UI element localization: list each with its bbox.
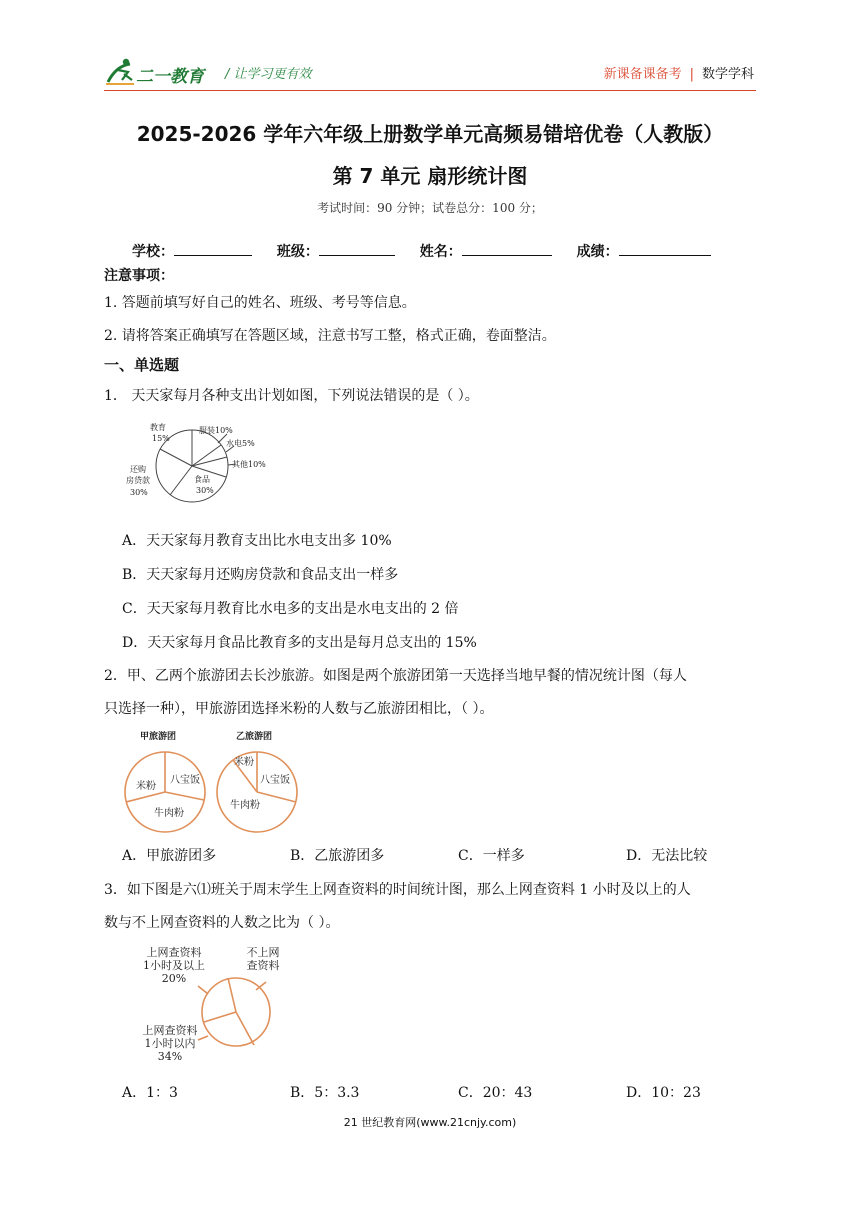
- q3-option-b[interactable]: B．5：3.3: [290, 1085, 360, 1101]
- q2-chart-b-label-rice-noodle: 米粉: [234, 757, 254, 768]
- page-title: 2025-2026 学年六年级上册数学单元高频易错培优卷（人教版）: [136, 122, 724, 146]
- q3-label-over1-2: 1小时及以上: [143, 959, 205, 972]
- header-separator: |: [689, 67, 694, 82]
- q1-label-other: 其他10%: [232, 460, 266, 469]
- q2-chart-b-divider: [257, 792, 296, 802]
- q3-option-c[interactable]: C．20：43: [458, 1085, 533, 1101]
- header-right: [604, 63, 754, 82]
- notice-heading: 注意事项：: [104, 268, 174, 284]
- q2-chart-a-title: 甲旅游团: [140, 732, 177, 742]
- q3-leader-line: [198, 986, 208, 994]
- q3-pie-chart: [132, 942, 292, 1070]
- q3-slice-divider: [236, 1012, 254, 1045]
- header-course-label: 新课备课备考: [603, 67, 682, 82]
- q2-option-b[interactable]: B．乙旅游团多: [290, 848, 385, 864]
- q3-option-a[interactable]: A．1：3: [122, 1085, 178, 1101]
- q2-chart-b-label-beef-noodle: 牛肉粉: [230, 800, 260, 811]
- q2-chart-a-label-beef-noodle: 牛肉粉: [154, 808, 184, 819]
- q2-option-a[interactable]: A．甲旅游团多: [122, 848, 217, 864]
- q3-stem-line1: 3．如下图是六⑴班关于周末学生上网查资料的时间统计图，那么上网查资料 1 小时及以上的人: [104, 882, 691, 898]
- q1-option-b[interactable]: B．天天家每月还购房贷款和食品支出一样多: [122, 567, 399, 583]
- q2-chart-b-title: 乙旅游团: [236, 732, 273, 742]
- q3-label-none-2: 查资料: [246, 959, 280, 972]
- q1-label-food: 食品: [194, 475, 210, 484]
- name-label: 姓名：: [419, 244, 462, 260]
- q3-stem-line2: 数与不上网查资料的人数之比为（ ）。: [104, 915, 340, 931]
- page-subtitle: 第 7 单元 扇形统计图: [332, 164, 528, 188]
- section-title: 一、单选题: [104, 356, 180, 374]
- logo-text: 二一教育: [136, 67, 204, 87]
- score-blank[interactable]: [619, 243, 711, 256]
- q2-chart-b-label-eight-treasure: 八宝饭: [260, 775, 290, 786]
- q3-slice-divider: [204, 1012, 236, 1022]
- q1-label-education: 教育: [150, 423, 166, 432]
- school-label: 学校：: [132, 244, 174, 260]
- q3-label-under1: 上网查资料: [142, 1024, 198, 1037]
- q1-option-d[interactable]: D．天天家每月食品比教育多的支出是每月总支出的 15%: [122, 635, 477, 651]
- q3-option-d[interactable]: D．10：23: [626, 1085, 701, 1101]
- q3-label-under1-2: 1小时以内: [144, 1037, 196, 1050]
- q2-chart-a-label-rice-noodle: 米粉: [136, 781, 156, 792]
- q1-option-a[interactable]: A．天天家每月教育支出比水电支出多 10%: [122, 533, 392, 549]
- q3-slice-divider: [228, 978, 236, 1012]
- q2-option-c[interactable]: C．一样多: [458, 848, 525, 864]
- q1-label-mortgage-2: 房贷款: [126, 476, 150, 485]
- q3-label-over1: 上网查资料: [146, 946, 202, 959]
- q1-option-c[interactable]: C．天天家每月教育比水电多的支出是水电支出的 2 倍: [122, 601, 459, 617]
- exam-meta: 考试时间：90 分钟；试卷总分：100 分；: [317, 201, 543, 215]
- name-blank[interactable]: [462, 243, 552, 256]
- notice-2: 2. 请将答案正确填写在答题区域，注意书写工整，格式正确，卷面整洁。: [104, 328, 556, 344]
- q3-label-over1-pct: 20%: [161, 972, 187, 985]
- q1-pie-chart: [122, 416, 282, 508]
- q1-label-food-pct: 30%: [196, 486, 214, 495]
- q2-chart-a-divider: [165, 792, 204, 800]
- q1-label-education-pct: 15%: [152, 434, 170, 443]
- q2-option-d[interactable]: D．无法比较: [626, 848, 708, 864]
- q3-label-none: 不上网: [246, 946, 280, 959]
- page-footer: 21 世纪教育网(www.21cnjy.com): [343, 1116, 517, 1129]
- q2-pie-charts: [120, 726, 305, 834]
- q1-label-mortgage-pct: 30%: [130, 488, 148, 497]
- q3-label-under1-pct: 34%: [157, 1050, 183, 1063]
- q2-chart-a-divider: [126, 792, 165, 802]
- score-label: 成绩：: [576, 244, 619, 260]
- header-subject: 数学学科: [701, 67, 754, 82]
- header-divider: [104, 90, 756, 91]
- q2-chart-a-label-eight-treasure: 八宝饭: [170, 775, 200, 786]
- notice-1: 1. 答题前填写好自己的姓名、班级、考号等信息。: [104, 295, 416, 311]
- class-label: 班级：: [276, 244, 319, 260]
- q2-stem-line2: 只选择一种），甲旅游团选择米粉的人数与乙旅游团相比，（ ）。: [104, 701, 494, 717]
- school-blank[interactable]: [174, 243, 252, 256]
- q1-label-clothing: 服装10%: [199, 426, 233, 435]
- q1-label-utilities: 水电5%: [226, 439, 255, 448]
- q2-stem-line1: 2．甲、乙两个旅游团去长沙旅游。如图是两个旅游团第一天选择当地早餐的情况统计图（每人: [104, 668, 687, 684]
- q1-stem: 1． 天天家每月各种支出计划如图，下列说法错误的是（ ）。: [104, 388, 479, 404]
- q1-label-mortgage: 还购: [130, 465, 146, 474]
- class-blank[interactable]: [319, 243, 395, 256]
- student-info-fields: [132, 241, 711, 261]
- slogan: / 让学习更有效: [225, 67, 312, 82]
- q3-leader-line: [198, 1036, 208, 1040]
